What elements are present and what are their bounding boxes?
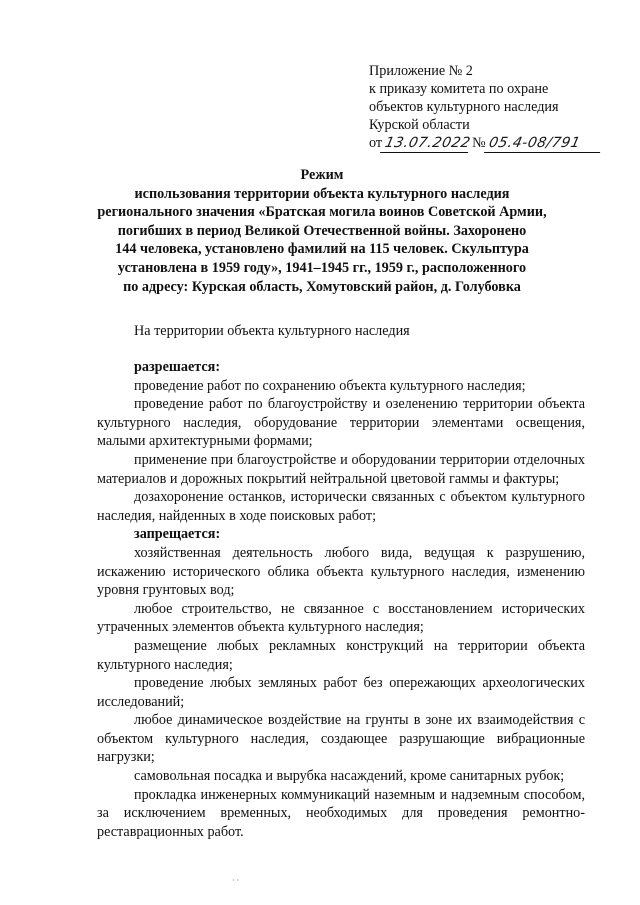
allowed-label: разрешается: <box>134 359 221 375</box>
appendix-header <box>369 62 619 153</box>
allowed-item: дозахоронение останков, исторически связанных с объектом культурного наследия, найденных в ходе поисковых работ; <box>97 489 585 524</box>
title-line: регионального значения «Братская могила воинов Советской Армии, <box>97 204 547 221</box>
title-line: 144 человека, установлено фамилий на 115 человек. Скульптура <box>115 241 529 258</box>
intro-text: На территории объекта культурного наследия <box>134 323 410 339</box>
scan-footer-mark: · · <box>232 876 240 885</box>
allowed-item: проведение работ по благоустройству и озеленению территории объекта культурного наследия, оборудование территории элементами освещения, малыми архитектурными формами; <box>97 396 585 450</box>
title-line: по адресу: Курская область, Хомутовский район, д. Голубовка <box>123 278 521 295</box>
order-number-prefix: № <box>472 135 486 151</box>
document-title <box>84 166 560 296</box>
handwritten-order-date: 13.07.2022 <box>380 134 472 153</box>
forbidden-item: любое строительство, не связанное с восстановлением исторических утраченных элементов объекта культурного наследия; <box>97 600 585 636</box>
forbidden-item: прокладка инженерных коммуникаций наземным и надземным способом, за исключением временных, необходимых для проведения ремонтно-реставрационных работ. <box>97 786 585 840</box>
appendix-line-order: к приказу комитета по охране <box>369 81 549 97</box>
intro-section <box>97 322 585 341</box>
appendix-line-committee: объектов культурного наследия <box>369 99 559 115</box>
title-heading: Режим <box>300 167 344 183</box>
forbidden-item: размещение любых рекламных конструкций на территории объекта культурного наследия; <box>97 637 585 673</box>
appendix-line-region: Курской области <box>369 117 470 133</box>
title-line: использования территории объекта культурного наследия <box>134 185 510 202</box>
allowed-item: применение при благоустройстве и оборудовании территории отделочных материалов и дорожных покрытий нейтральной цветовой гаммы и фактуры; <box>97 451 585 487</box>
allowed-item: проведение работ по сохранению объекта культурного наследия; <box>134 377 526 394</box>
order-date-number-line <box>369 134 619 153</box>
handwritten-order-number: 05.4-08/791 <box>484 134 604 153</box>
forbidden-item: проведение любых земляных работ без опережающих археологических исследований; <box>97 675 585 710</box>
forbidden-item: любое динамическое воздействие на грунты в зоне их взаимодействия с объектом культурного наследия, создающее разрушающие вибрационные нагрузки; <box>97 712 585 766</box>
forbidden-label: запрещается: <box>134 526 221 543</box>
title-line: установлена в 1959 году», 1941–1945 гг., 1959 г., расположенного <box>117 259 527 276</box>
title-line: погибших в период Великой Отечественной войны. Захоронено <box>117 222 527 239</box>
forbidden-item: хозяйственная деятельность любого вида, ведущая к разрушению, искажению исторического облика объекта культурного наследия, изменению уровня грунтовых вод; <box>97 544 585 599</box>
regime-content <box>97 358 585 841</box>
forbidden-item: самовольная посадка и вырубка насаждений, кроме санитарных рубок; <box>134 768 565 785</box>
order-prefix: от <box>369 135 383 151</box>
appendix-line-number: Приложение № 2 <box>369 63 473 79</box>
